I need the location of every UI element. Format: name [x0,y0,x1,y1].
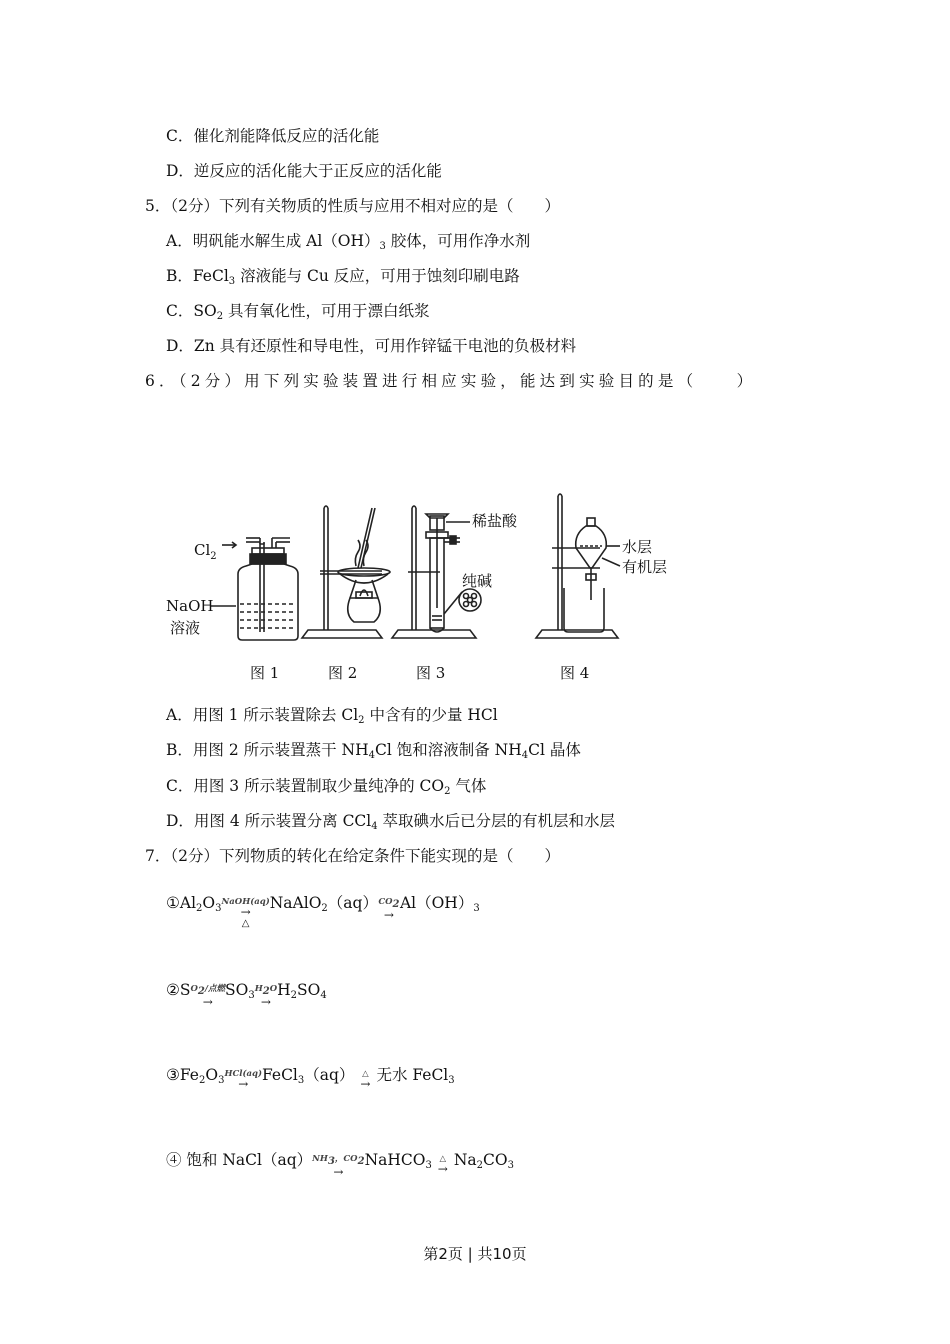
q4-option-d: D．逆反应的活化能大于正反应的活化能 [166,162,442,180]
label-organic-layer: 有机层 [622,558,668,576]
label-naoh: NaOH [166,597,214,615]
q6-apparatus-figure [160,488,700,688]
reaction-arrow: HCl(aq) → [224,1069,262,1091]
q7-reaction-4: ④ 饱和 NaCl（aq） $NH_3$，$CO_2$ → NaHCO$_3$ △ → $Na_2CO_3$ [166,1151,514,1179]
label-fig2: 图 2 [328,664,358,682]
label-solution: 溶液 [170,619,201,637]
q6-option-c: C．用图 3 所示装置制取少量纯净的 $CO_2$ 气体 [166,777,487,797]
reaction-arrow: $H_2O$ → [254,984,278,1009]
q5-option-b: B．FeCl$_3$ 溶液能与 Cu 反应，可用于蚀刻印刷电路 [166,267,520,287]
label-fig1: 图 1 [250,664,280,682]
q7-reaction-2: ②S $O_2/$点燃 → $SO_3$ $H_2O$ → $H_2SO_4$ [166,981,327,1009]
fig2-evaporation [302,506,390,638]
fig3-gas-generator [392,506,518,638]
label-fig4: 图 4 [560,664,590,682]
reaction-arrow: $NH_3$，$CO_2$ → [312,1154,365,1179]
q6-option-a: A．用图 1 所示装置除去 $Cl_2$ 中含有的少量 HCl [166,706,498,726]
reaction-arrow: NaOH(aq) → △ [221,897,270,929]
q6-stem: 6．（2分）用下列实验装置进行相应实验，能达到实验目的是（ ） [145,372,757,390]
fig1-wash-bottle [166,538,298,640]
reaction-arrow: △ → [437,1154,448,1176]
label-cl2: $Cl_2$ [194,541,217,562]
q6-option-d: D．用图 4 所示装置分离 CCl$_4$ 萃取碘水后已分层的有机层和水层 [166,812,616,832]
q7-stem: 7．（2分）下列物质的转化在给定条件下能实现的是（ ） [145,847,560,865]
reaction-arrow: $O_2/$点燃 → [190,984,225,1009]
label-fig3: 图 3 [416,664,446,682]
fig4-separatory-funnel [536,494,667,638]
q4-option-c: C．催化剂能降低反应的活化能 [166,127,380,145]
reaction-arrow: △ → [360,1069,371,1091]
label-water-layer: 水层 [622,538,653,556]
q7-reaction-3: $③Fe_2O_3$ HCl(aq) → FeCl$_3$（aq） △ → 无水 FeCl$_3$ [166,1066,455,1091]
q5-stem: 5．（2分）下列有关物质的性质与应用不相对应的是（ ） [145,197,560,215]
q5-option-d: D．Zn 具有还原性和导电性，可用作锌锰干电池的负极材料 [166,337,577,355]
label-soda: 纯碱 [462,572,493,590]
reaction-arrow: $CO_2$ → [378,897,400,922]
label-dilute-hcl: 稀盐酸 [472,512,518,530]
q7-reaction-1: $①Al_2O_3$ NaOH(aq) → △ NaAlO$_2$（aq） $CO_2$ → $Al(OH)_3$ [166,894,480,929]
page-footer: 第2页 | 共10页 [423,1245,527,1263]
q6-option-b: B．用图 2 所示装置蒸干 $NH_4Cl$ 饱和溶液制备 $NH_4Cl$ 晶体 [166,741,581,761]
q5-option-c: C．$SO_2$ 具有氧化性，可用于漂白纸浆 [166,302,430,322]
q5-option-a: A．明矾能水解生成 $Al(OH)_3$ 胶体，可用作净水剂 [166,232,531,252]
